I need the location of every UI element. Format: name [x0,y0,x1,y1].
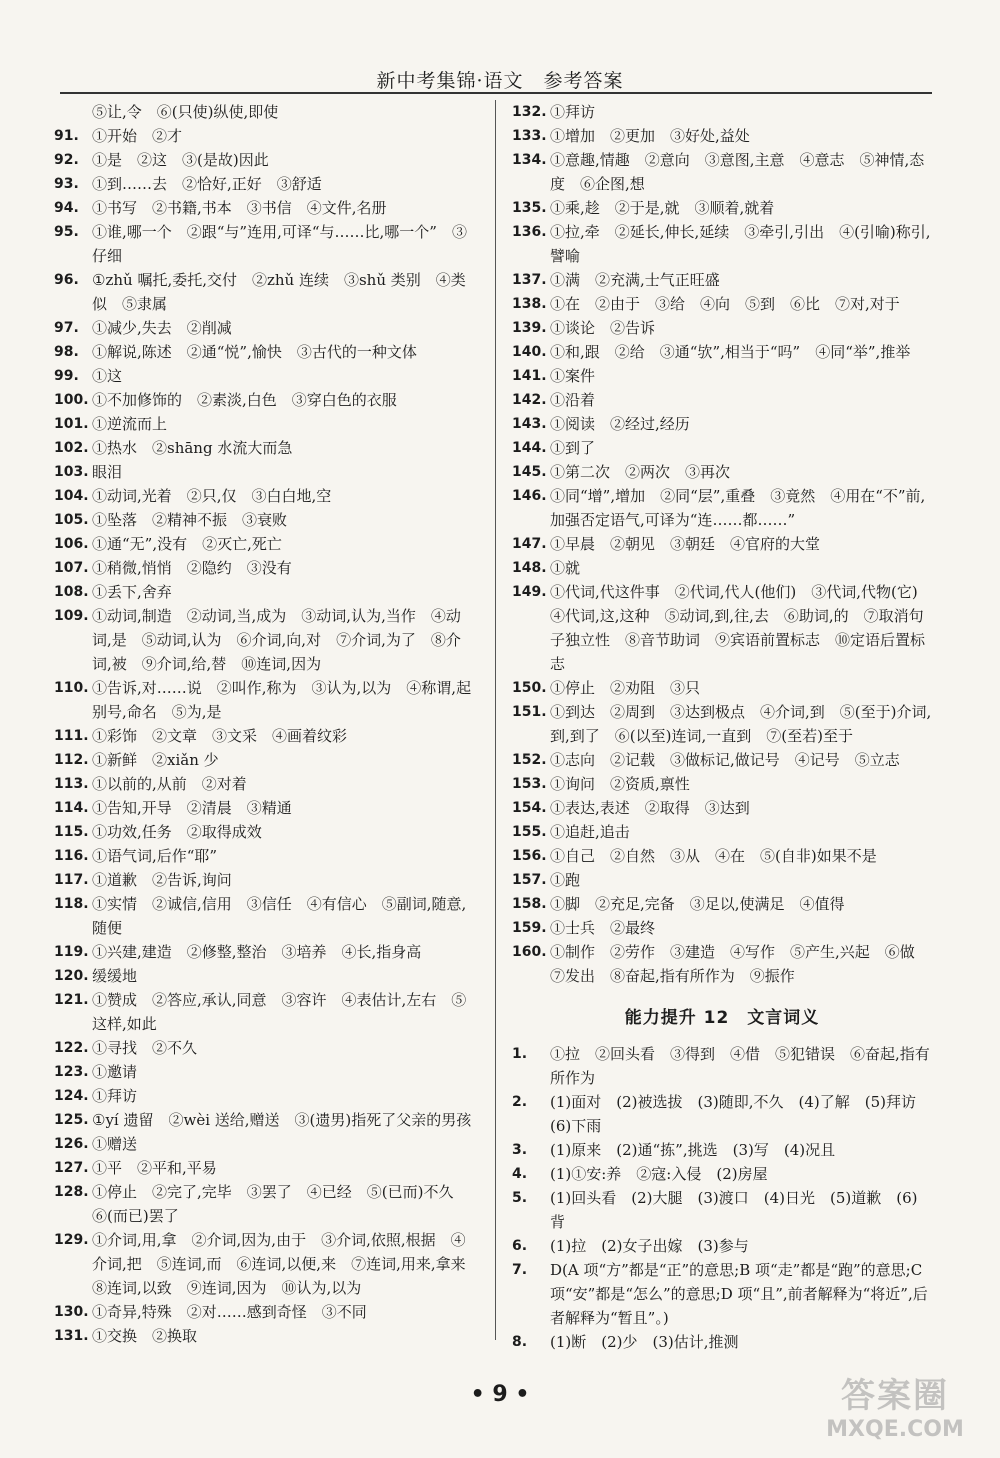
watermark-logo-text: 答案圈 [841,1376,949,1416]
entry-number: 5. [512,1190,528,1206]
entry-text: ①满 ②充满,士气正旺盛 [550,271,720,289]
answer-entry [54,508,478,532]
entry-number: 107. [54,560,89,576]
answer-entry [512,364,932,388]
entry-text: ①表达,表述 ②取得 ③达到 [550,799,750,817]
entry-text: ①询问 ②资质,禀性 [550,775,690,793]
answer-entry [512,1042,932,1090]
entry-number: 158. [512,896,547,912]
entry-number: 137. [512,272,547,288]
entry-text: ①拜访 [550,103,596,121]
entry-text: ①在 ②由于 ③给 ④向 ⑤到 ⑥比 ⑦对,对于 [550,295,900,313]
entry-text: ①实情 ②诚信,信用 ③信任 ④有信心 ⑤副词,随意,随便 [92,895,467,937]
entry-text: 缓缓地 [92,967,138,985]
entry-number: 149. [512,584,547,600]
answer-entry [54,1036,478,1060]
entry-number: 121. [54,992,89,1008]
answer-entry [512,292,932,316]
entry-number: 148. [512,560,547,576]
entry-number: 159. [512,920,547,936]
answer-entry [54,436,478,460]
entry-number: 157. [512,872,547,888]
entry-text: ①自己 ②自然 ③从 ④在 ⑤(自非)如果不是 [550,847,877,865]
answer-entry [512,100,932,124]
entry-number: 110. [54,680,89,696]
entry-text: ①不加修饰的 ②素淡,白色 ③穿白色的衣服 [92,391,397,409]
header-rule [60,92,932,94]
entry-number: 112. [54,752,89,768]
entry-number: 97. [54,320,79,336]
answer-entry [54,316,478,340]
entry-number: 125. [54,1112,89,1128]
entry-text: ①兴建,建造 ②修整,整治 ③培养 ④长,指身高 [92,943,422,961]
entry-number: 153. [512,776,547,792]
entry-text: 眼泪 [92,463,123,481]
entry-text: ①坠落 ②精神不振 ③衰败 [92,511,288,529]
answer-entry [512,484,932,532]
entry-number: 101. [54,416,89,432]
entry-number: 151. [512,704,547,720]
entry-text: ①动词,光着 ②只,仅 ③白白地,空 [92,487,332,505]
answer-entry [512,820,932,844]
answer-entry [54,268,478,316]
watermark-logo [810,1368,980,1440]
answer-entry [54,988,478,1036]
entry-text: ①解说,陈述 ②通“悦”,愉快 ③古代的一种文体 [92,343,417,361]
entry-number: 147. [512,536,547,552]
entry-text: ①是 ②这 ③(是故)因此 [92,151,269,169]
entry-number: 145. [512,464,547,480]
entry-number: 109. [54,608,89,624]
entry-text: ①彩饰 ②文章 ③文采 ④画着纹彩 [92,727,348,745]
answer-entry [54,964,478,988]
answer-entry [54,1156,478,1180]
entry-number: 123. [54,1064,89,1080]
entry-text: ①案件 [550,367,596,385]
entry-number: 111. [54,728,89,744]
entry-text: ①谈论 ②告诉 [550,319,656,337]
entry-text: ①意趣,情趣 ②意向 ③意图,主意 ④意志 ⑤神情,态度 ⑥企图,想 [550,151,925,193]
entry-text: ①到达 ②周到 ③达到极点 ④介词,到 ⑤(至于)介词,到,到了 ⑥(以至)连词,一直到 ⑦(至若)至于 [550,703,932,745]
entry-number: 3. [512,1142,528,1158]
answer-entry [54,820,478,844]
answer-entry [512,220,932,268]
entry-text: ⑤让,令 ⑥(只使)纵使,即使 [92,103,279,121]
entry-text: ①增加 ②更加 ③好处,益处 [550,127,750,145]
entry-text: ①以前的,从前 ②对着 [92,775,247,793]
answer-entry [54,484,478,508]
answer-entry [54,1108,478,1132]
entry-text: ①停止 ②劝阻 ③只 [550,679,701,697]
entry-number: 124. [54,1088,89,1104]
entry-number: 156. [512,848,547,864]
answer-entry [512,388,932,412]
entry-number: 139. [512,320,547,336]
entry-text: ①告诉,对……说 ②叫作,称为 ③认为,以为 ④称谓,起别号,命名 ⑤为,是 [92,679,472,721]
entry-text: ①志向 ②记载 ③做标记,做记号 ④记号 ⑤立志 [550,751,900,769]
entry-text: ①沿着 [550,391,596,409]
answer-entry [54,1324,478,1348]
answer-entry [54,940,478,964]
entry-number: 122. [54,1040,89,1056]
answer-entry [54,676,478,724]
entry-text: ①就 [550,559,581,577]
entry-text: ①拜访 [92,1087,138,1105]
answer-entry [54,532,478,556]
entry-text: ①奇异,特殊 ②对……感到奇怪 ③不同 [92,1303,367,1321]
entry-text: ①功效,任务 ②取得成效 [92,823,262,841]
entry-number: 126. [54,1136,89,1152]
entry-number: 135. [512,200,547,216]
answer-entry [54,148,478,172]
answer-entry [54,1084,478,1108]
answer-entry [512,844,932,868]
entry-number: 141. [512,368,547,384]
entry-number: 6. [512,1238,528,1254]
answer-entry [512,436,932,460]
answer-entry [512,556,932,580]
entry-number: 106. [54,536,89,552]
answer-entry [54,460,478,484]
entry-text: ①第二次 ②两次 ③再次 [550,463,731,481]
entry-text: ①乘,趁 ②于是,就 ③顺着,就着 [550,199,775,217]
page-number: • 9 • [470,1382,530,1407]
entry-number: 140. [512,344,547,360]
entry-number: 144. [512,440,547,456]
entry-text: ①早晨 ②朝见 ③朝廷 ④官府的大堂 [550,535,821,553]
entry-text: ①制作 ②劳作 ③建造 ④写作 ⑤产生,兴起 ⑥做 ⑦发出 ⑧奋起,指有所作为 ⑨振作 [550,943,930,985]
entry-number: 7. [512,1262,528,1278]
entry-text: ①交换 ②换取 [92,1327,198,1345]
entry-text: ①zhǔ 嘱托,委托,交付 ②zhǔ 连续 ③shǔ 类别 ④类似 ⑤隶属 [92,271,466,313]
answer-entry [54,772,478,796]
entry-text: ①和,跟 ②给 ③通“欤”,相当于“吗” ④同“举”,推举 [550,343,911,361]
answer-entry [512,580,932,676]
answer-entry [54,580,478,604]
entry-number: 108. [54,584,89,600]
entry-number: 94. [54,200,79,216]
answer-entry [512,940,932,988]
entry-number: 100. [54,392,89,408]
answer-entry [512,1090,932,1138]
entry-number: 118. [54,896,89,912]
answer-entry [54,388,478,412]
entry-text: (1)原来 (2)通“拣”,挑选 (3)写 (4)况且 [550,1141,836,1159]
entry-number: 96. [54,272,79,288]
answer-entry [512,868,932,892]
entry-number: 143. [512,416,547,432]
answer-entry [512,796,932,820]
answer-entry [54,196,478,220]
answer-entry [512,412,932,436]
entry-text: ①动词,制造 ②动词,当,成为 ③动词,认为,当作 ④动词,是 ⑤动词,认为 ⑥介词,向,对 ⑦介词,为了 ⑧介词,被 ⑨介词,给,替 ⑩连词,因为 [92,607,461,673]
entry-number: 136. [512,224,547,240]
entry-number: 142. [512,392,547,408]
entry-text: ①拉,牵 ②延长,伸长,延续 ③牵引,引出 ④(引喻)称引,譬喻 [550,223,931,265]
entry-number: 150. [512,680,547,696]
entry-number: 1. [512,1046,528,1062]
answer-entry [54,100,478,124]
answer-entry [512,124,932,148]
answer-entry [512,460,932,484]
answer-entry [54,1180,478,1228]
entry-number: 92. [54,152,79,168]
entry-number: 138. [512,296,547,312]
entry-text: ①稍微,悄悄 ②隐约 ③没有 [92,559,292,577]
answer-entry [54,1132,478,1156]
entry-number: 133. [512,128,547,144]
answer-entry [512,772,932,796]
answer-entry [54,868,478,892]
entry-text: ①邀请 [92,1063,138,1081]
entry-number: 103. [54,464,89,480]
answer-entry [54,844,478,868]
section-entries [512,1042,932,1354]
entry-number: 104. [54,488,89,504]
entry-number: 134. [512,152,547,168]
section-title: 能力提升 12 文言词义 [624,1008,820,1028]
header-title: 新中考集锦·语文 参考答案 [376,70,624,92]
entry-text: ①谁,哪一个 ②跟“与”连用,可译“与……比,哪一个” ③仔细 [92,223,467,265]
entry-number: 130. [54,1304,89,1320]
entry-number: 132. [512,104,547,120]
entry-number: 98. [54,344,79,360]
answer-entry [54,724,478,748]
entry-number: 95. [54,224,79,240]
answer-entry [54,340,478,364]
entry-text: ①开始 ②才 [92,127,183,145]
entry-number: 119. [54,944,89,960]
entry-text: D(A 项“方”都是“正”的意思;B 项“走”都是“跑”的意思;C 项“安”都是“怎么”的意思;D 项“且”,前者解释为“将近”,后者解释为“暂且”。) [550,1261,928,1327]
answer-entry [54,412,478,436]
answer-entry [54,124,478,148]
entry-number: 4. [512,1166,528,1182]
answer-entry [512,892,932,916]
entry-text: ①介词,用,拿 ②介词,因为,由于 ③介词,依照,根据 ④介词,把 ⑤连词,而 ⑥连词,以便,来 ⑦连词,用来,拿来 ⑧连词,以致 ⑨连词,因为 ⑩认为,以为 [92,1231,481,1297]
entry-text: ①这 [92,367,123,385]
answer-entry [512,916,932,940]
entry-text: ①热水 ②shāng 水流大而急 [92,439,293,457]
entry-text: ①减少,失去 ②削减 [92,319,232,337]
entry-text: ①yí 遗留 ②wèi 送给,赠送 ③(遗男)指死了父亲的男孩 [92,1111,472,1129]
entry-number: 152. [512,752,547,768]
answer-entry [512,268,932,292]
answer-entry [512,1186,932,1234]
entry-text: ①道歉 ②告诉,询问 [92,871,232,889]
entry-text: ①赠送 [92,1135,138,1153]
entry-number: 160. [512,944,547,960]
entry-text: ①新鲜 ②xiǎn 少 [92,751,219,769]
entry-text: ①寻找 ②不久 [92,1039,198,1057]
entry-text: ①拉 ②回头看 ③得到 ④借 ⑤犯错误 ⑥奋起,指有所作为 [550,1045,930,1087]
answer-entry [54,172,478,196]
entry-number: 117. [54,872,89,888]
entry-number: 91. [54,128,79,144]
answer-entry [54,748,478,772]
answer-entry [54,1228,481,1300]
entry-text: ①丢下,舍弃 [92,583,172,601]
entry-text: (1)①安:养 ②寇:入侵 (2)房屋 [550,1165,768,1183]
answer-entry [512,1162,932,1186]
entry-text: ①脚 ②充足,完备 ③足以,使满足 ④值得 [550,895,845,913]
entry-number: 105. [54,512,89,528]
answer-entry [512,700,932,748]
entry-text: (1)回头看 (2)大腿 (3)渡口 (4)日光 (5)道歉 (6)背 [550,1189,918,1231]
answer-entry [512,316,932,340]
answer-entry [512,148,932,196]
watermark-url: MXQE.COM [826,1417,964,1442]
answer-entry [512,340,932,364]
entry-number: 154. [512,800,547,816]
entry-number: 129. [54,1232,89,1248]
entry-number: 146. [512,488,547,504]
answer-entry [512,1330,932,1354]
answer-entry [512,676,932,700]
entry-text: ①同“增”,增加 ②同“层”,重叠 ③竟然 ④用在“不”前,加强否定语气,可译为“连……都……” [550,487,926,529]
entry-text: ①跑 [550,871,581,889]
entry-number: 99. [54,368,79,384]
answer-entry [512,748,932,772]
entry-text: ①士兵 ②最终 [550,919,656,937]
answer-entry [54,220,478,268]
column-divider [495,100,496,1340]
answer-entry [512,1234,932,1258]
entry-number: 155. [512,824,547,840]
entry-text: ①语气词,后作“耶” [92,847,218,865]
answer-entry [54,892,478,940]
entry-text: ①逆流而上 [92,415,168,433]
entry-text: ①追赶,追击 [550,823,630,841]
left-column [54,100,481,1348]
entry-text: ①代词,代这件事 ②代词,代人(他们) ③代词,代物(它) ④代词,这,这种 ⑤动词,到,往,去 ⑥助词,的 ⑦取消句子独立性 ⑧音节助词 ⑨宾语前置标志 ⑩定语后置标志 [550,583,933,673]
entry-text: ①到了 [550,439,596,457]
entry-number: 114. [54,800,89,816]
entry-number: 120. [54,968,89,984]
entry-number: 128. [54,1184,89,1200]
answer-entry [54,556,478,580]
entry-number: 2. [512,1094,528,1110]
answer-entry [512,1138,932,1162]
entry-number: 102. [54,440,89,456]
answer-entry [54,1300,478,1324]
entry-number: 127. [54,1160,89,1176]
entry-text: (1)断 (2)少 (3)估计,推测 [550,1333,739,1351]
entry-text: (1)拉 (2)女子出嫁 (3)参与 [550,1237,749,1255]
entry-text: ①阅读 ②经过,经历 [550,415,690,433]
right-column [512,100,932,1354]
answer-entry [54,796,478,820]
entry-number: 8. [512,1334,528,1350]
entry-number: 115. [54,824,89,840]
entry-text: ①告知,开导 ②清晨 ③精通 [92,799,292,817]
answer-entry [54,604,478,676]
entry-text: ①到……去 ②恰好,正好 ③舒适 [92,175,322,193]
answer-entry [512,1258,932,1330]
entry-text: ①平 ②平和,平易 [92,1159,217,1177]
entry-text: ①通“无”,没有 ②灭亡,死亡 [92,535,282,553]
entry-text: ①书写 ②书籍,书本 ③书信 ④文件,名册 [92,199,387,217]
entry-number: 131. [54,1328,89,1344]
entry-text: ①赞成 ②答应,承认,同意 ③容许 ④表估计,左右 ⑤这样,如此 [92,991,467,1033]
entry-text: ①停止 ②完了,完毕 ③罢了 ④已经 ⑤(已而)不久 ⑥(而已)罢了 [92,1183,469,1225]
answer-entry [54,1060,478,1084]
entry-number: 116. [54,848,89,864]
entry-number: 93. [54,176,79,192]
right-entries [512,100,932,988]
answer-entry [512,532,932,556]
page-header [0,66,1000,93]
answer-entry [54,364,478,388]
entry-number: 113. [54,776,89,792]
entry-text: (1)面对 (2)被选拔 (3)随即,不久 (4)了解 (5)拜访 (6)下雨 [550,1093,932,1135]
answer-entry [512,196,932,220]
